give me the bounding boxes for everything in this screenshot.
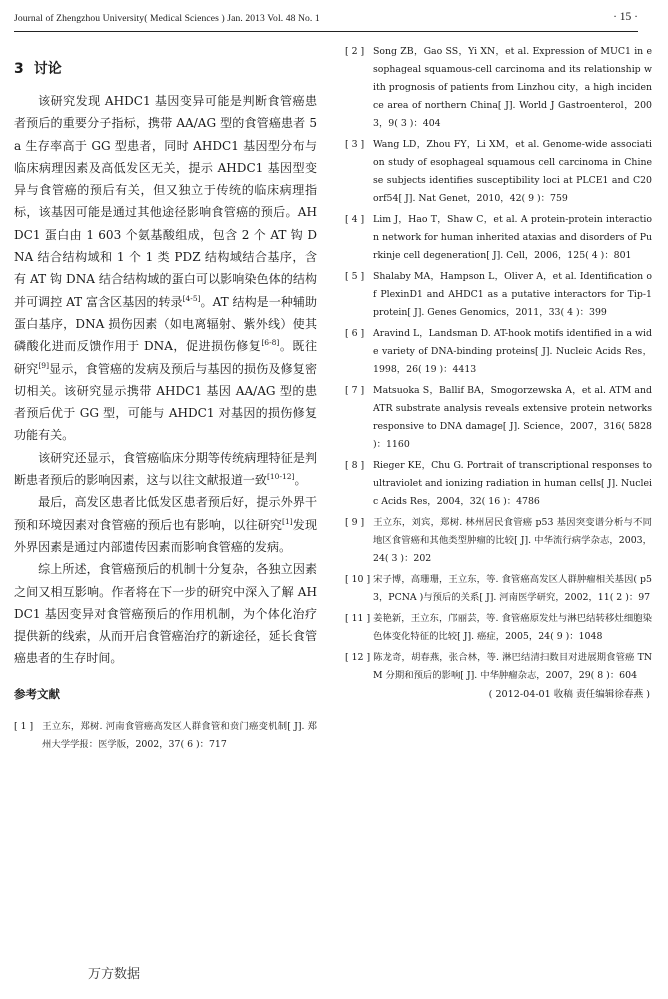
reference-item — [345, 382, 652, 454]
reference-item — [14, 718, 317, 754]
paragraph-3 — [14, 491, 317, 558]
reference-index: [ 12 ] — [345, 652, 371, 663]
citation-superscript: [10-12] — [266, 472, 295, 482]
reference-index: [ 11 ] — [345, 613, 371, 624]
reference-text: 陈龙奇，胡春燕，张合林，等. 淋巴结清扫数目对进展期食管癌 TNM 分期和预后的影响[ J]. 中华肿瘤杂志，2007，29( 8 )：604 — [373, 652, 652, 681]
page-number: · 15 · — [613, 11, 638, 23]
paragraph-text: 发现外界因素是通过内部遗传因素而影响食管癌的发病。 — [14, 517, 318, 554]
reference-text: 姜艳新，王立东，邝丽芸，等. 食管癌原发灶与淋巴结转移灶细胞染色体变化特征的比较[ J]. 癌症，2005，24( 9 )：1048 — [373, 613, 652, 642]
reference-item — [345, 43, 652, 133]
reference-item — [345, 514, 652, 568]
paragraph-text: 。既往研究 — [14, 339, 318, 376]
reference-item — [345, 649, 652, 685]
reference-text: Shalaby MA，Hampson L，Oliver A，et al. Identification of PlexinD1 and AHDC1 as a putative interactors for Tip-1 protein[ J]. Genes Genomics，2011，33( 4 )：399 — [373, 271, 652, 318]
reference-text: 宋子博，高珊珊，王立东，等. 食管癌高发区人群肿瘤相关基因( p53，PCNA )与预后的关系[ J]. 河南医学研究，2002，11( 2 )：97 — [373, 574, 652, 603]
reference-text: Aravind L，Landsman D. AT-hook motifs identified in a wide variety of DNA-binding proteins[ J]. Nucleic Acids Res，1998，26( 19 )：4413 — [373, 328, 652, 375]
reference-index: [ 7 ] — [345, 385, 365, 396]
right-column — [345, 43, 652, 700]
reference-item — [345, 325, 652, 379]
reference-index: [ 5 ] — [345, 271, 365, 282]
reference-text: Wang LD，Zhou FY，Li XM，et al. Genome-wide association study of esophageal squamous cell carcinoma in Chinese subjects identifies susceptibility loci at PLCE1 and C20orf54[ J]. Nat Genet，2010，42( 9 )：759 — [373, 139, 652, 204]
reference-item — [345, 136, 652, 208]
reference-index: [ 8 ] — [345, 460, 365, 471]
left-column — [14, 58, 317, 757]
reference-index: [ 1 ] — [14, 720, 34, 732]
reference-text: 王立东，郑树. 河南食管癌高发区人群食管和贲门癌变机制[ J]. 郑州大学学报：医学版，2002，37( 6 )：717 — [42, 720, 317, 750]
reference-index: [ 3 ] — [345, 139, 365, 150]
reference-text: Matsuoka S，Ballif BA，Smogorzewska A，et al. ATM and ATR substrate analysis reveals extensive protein networks responsive to DNA damage[ J]. Science，2007，316( 5828 )：1160 — [373, 385, 652, 450]
paragraph-text: 最后，高发区患者比低发区患者预后好，提示外界干预和环境因素对食管癌的预后也有影响，以往研究 — [14, 495, 317, 532]
paragraph-text: 显示，食管癌的发病及预后与基因的损伤及修复密切相关。该研究显示携带 AHDC1 基因 AA/AG 型的患者预后优于 GG 型，可能与 AHDC1 对基因的损伤修复功能有关。 — [14, 361, 318, 443]
citation-superscript: [4-5] — [182, 293, 201, 303]
received-note: ( 2012-04-01 收稿 责任编辑徐春燕 ) — [488, 689, 650, 700]
reference-index: [ 2 ] — [345, 46, 365, 57]
section-heading — [14, 58, 317, 76]
paragraph-text: 。AT 结构是一种辅助蛋白基序，DNA 损伤因素（如电离辐射、紫外线）使其磷酸化进而反馈作用于 DNA，促进损伤修复 — [14, 294, 318, 354]
reference-text: Rieger KE，Chu G. Portrait of transcriptional responses to ultraviolet and ionizing radiation in human cells[ J]. Nucleic Acids Res，2004，32( 16 )：4786 — [373, 460, 652, 507]
watermark: 万方数据 — [88, 967, 141, 982]
paragraph-text: 综上所述，食管癌预后的机制十分复杂，各独立因素之间又相互影响。作者将在下一步的研究中深入了解 AHDC1 基因变异对食管癌预后的作用机制，为个体化治疗提供新的线索，从而开启食管癌治疗的新途径，延长食管癌患者的生存时间。 — [14, 562, 317, 666]
paragraph-1 — [14, 90, 317, 447]
paragraph-2 — [14, 447, 317, 492]
reference-text: 王立东，刘宾，郑树. 林州居民食管癌 p53 基因突变谱分析与不同地区食管癌和其他类型肿瘤的比较[ J]. 中华流行病学杂志，2003，24( 3 )：202 — [373, 517, 652, 564]
paragraph-4 — [14, 558, 317, 669]
journal-running-head: Journal of Zhengzhou University( Medical Sciences ) Jan. 2013 Vol. 48 No. 1 — [14, 13, 320, 24]
reference-index: [ 9 ] — [345, 517, 365, 528]
references-heading: 参考文献 — [14, 686, 60, 701]
citation-superscript: [1] — [282, 516, 293, 526]
reference-index: [ 10 ] — [345, 574, 371, 585]
reference-text: Song ZB，Gao SS，Yi XN，et al. Expression of MUC1 in esophageal squamous-cell carcinoma and its relationship with prognosis of patients from Linzhou city，a high incidence area of northern China[ J]. World J Gastroenterol，2003，9( 3 )：404 — [373, 46, 652, 129]
reference-item — [345, 457, 652, 511]
reference-text: Lim J，Hao T，Shaw C，et al. A protein-protein interaction network for human inherited ataxias and disorders of Purkinje cell degeneration[ J]. Cell，2006，125( 4 )：801 — [373, 214, 652, 261]
reference-item — [345, 571, 652, 607]
reference-item — [345, 268, 652, 322]
citation-superscript: [9] — [38, 360, 49, 370]
paragraph-text: 该研究还显示，食管癌临床分期等传统病理特征是判断患者预后的影响因素，这与以往文献报道一致 — [14, 450, 317, 488]
paragraph-text: 该研究发现 AHDC1 基因变异可能是判断食管癌患者预后的重要分子指标，携带 AA/AG 型的食管癌患者 5 a 生存率高于 GG 型患者，同时 AHDC1 基因型分布与临床病理因素及高低发区无关，提示 AHDC1 基因型变异与食管癌的预后有关，但又独立于传统的临床病理指标，该基因可能是通过其他途径影响食管癌的预后。AHDC1 蛋白由 1 603 个氨基酸组成，包含 2 个 AT 钩 DNA 结合结构域和 1 个 1 类 PDZ 结构域结合基序，含有 AT 钩 DNA 结合结构域的蛋白可以影响染色体的结构并可调控 AT 富含区基因的转录 — [14, 94, 317, 309]
reference-item — [345, 211, 652, 265]
reference-index: [ 4 ] — [345, 214, 365, 225]
section-title: 讨论 — [33, 61, 62, 77]
section-number: 3 — [14, 61, 24, 77]
citation-superscript: [6-8] — [261, 338, 280, 348]
paragraph-text: 。 — [294, 473, 307, 488]
reference-item — [345, 610, 652, 646]
running-header — [14, 11, 638, 32]
reference-index: [ 6 ] — [345, 328, 365, 339]
